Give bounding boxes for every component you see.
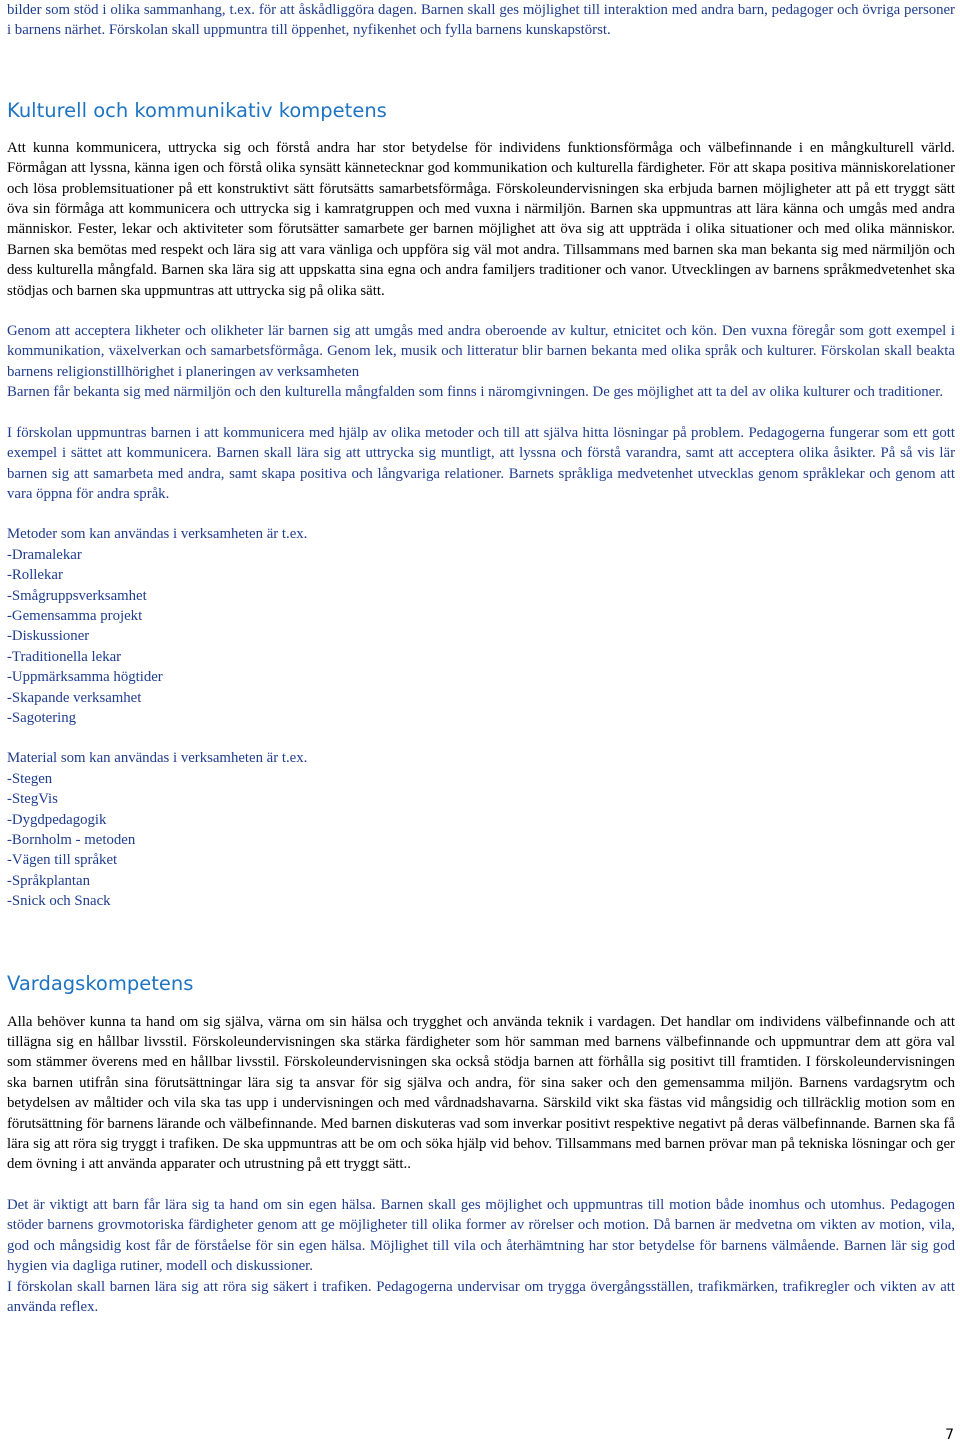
methods-title: Metoder som kan användas i verksamheten är t.ex.: [7, 526, 308, 543]
heading-vardagskompetens: Vardagskompetens: [7, 971, 194, 995]
list-item: -Bornholm - metoden: [7, 832, 136, 848]
section1-paragraph-2b: Barnen får bekanta sig med närmiljön och den kulturella mångfalden som finns i näromgivningen. De ges möjlighet att ta del av olika kulturer och traditioner.: [7, 384, 944, 401]
page-number: 7: [945, 1427, 954, 1443]
section2-paragraph-2a: Det är viktigt att barn får lära sig ta hand om sin egen hälsa. Barnen skall ges möjlighet och uppmuntras till motion både inomhus och utomhus. Pedagogen stöder barnens grovmotoriska färdigheter genom att ge möjligheter till olika former av rörelser och motion. Då barnen är medvetna om vikten av motion, vila, god och mångsidig kost får de förståelse för sin egen hälsa. Möjlighet till vila och återhämtning har stor betydelse för barnens välmående. Barnen lär sig god hygien via dagliga rutiner, modell och diskussioner.: [7, 1196, 955, 1275]
list-item: -Skapande verksamhet: [7, 689, 142, 706]
list-item: -Dygdpedagogik: [7, 811, 107, 828]
list-item: -Vägen till språket: [7, 852, 118, 869]
list-item: -Smågruppsverksamhet: [7, 587, 147, 604]
list-item: -Traditionella lekar: [7, 648, 122, 665]
list-item: -Språkplantan: [7, 872, 91, 889]
list-item: -StegVis: [7, 791, 58, 808]
list-item: -Uppmärksamma högtider: [7, 669, 163, 686]
section2-paragraph-2b: I förskolan skall barnen lära sig att röra sig säkert i trafiken. Pedagogerna undervisar om trygga övergångsställen, trafikmärken, trafikregler och vikten av att använda reflex.: [7, 1278, 955, 1315]
methods-list: [7, 524, 955, 728]
section1-paragraph-1: Att kunna kommunicera, uttrycka sig och förstå andra har stor betydelse för individens funktionsförmåga och välbefinnande i en mångkulturell värld. Förmågan att lyssna, känna igen och förstå olika synsätt kännetecknar god kommunikation och kulturella färdigheter. För att skapa positiva människorelationer och lösa problemsituationer på ett konstruktivt sätt förutsätts samarbetsförmåga. Förskoleundervisningen ska erbjuda barnen möjligheter att på ett tryggt sätt öva sin förmåga att kommunicera och uttrycka sig i kamratgruppen och med vuxna i närmiljön. Barnen ska uppmuntras att lära känna och umgås med andra människor. Fester, lekar och aktiviteter som förutsätter samarbete ger barnen möjlighet att öva sig att uppträda i olika situationer och med olika människor. Barnen ska bemötas med respekt och lära sig att vara vänliga och uppföra sig väl mot andra. Tillsammans med barnen ska man bekanta sig med närmiljön och dess kulturella mångfald. Barnen ska lära sig att uppskatta sina egna och andra familjers traditioner och vanor. Utvecklingen av barnens språkmedvetenhet ska stödjas och barnen ska uppmuntras att uttrycka sig på olika sätt.: [7, 139, 955, 299]
section1-paragraph-3: I förskolan uppmuntras barnen i att kommunicera med hjälp av olika metoder och till att själva hitta lösningar på problem. Pedagogerna fungerar som ett gott exempel i sättet att kommunicera. Barnen skall lära sig att uttrycka sig muntligt, att lyssna och förstå varandra, samt att acceptera olika åsikter. På så vis lär barnen sig att samarbeta med andra, samt skapa positiva och långvariga relationer. Barnets språkliga medvetenhet utvecklas genom språklekar och genom att vara öppna för andra språk.: [7, 424, 955, 502]
list-item: -Stegen: [7, 770, 53, 787]
list-item: -Rollekar: [7, 567, 63, 584]
section2-paragraph-1: Alla behöver kunna ta hand om sig själva, värna om sin hälsa och trygghet och använda teknik i vardagen. Det handlar om individens välbefinnande och att tillägna sig en hållbar livsstil. Förskoleundervisningen ska stärka färdigheter som hör samman med barnens välbefinnande och uppmuntrar dem att göra val som stämmer överens med en hållbar livsstil. Förskoleundervisningen ska också stödja barnen att förhålla sig positivt till framtiden. I förskoleundervisningen ska barnen utifrån sina förutsättningar lära sig ta ansvar för sig själva och andra, för sina saker och den gemensamma miljön. Barnens vardagsrytm och betydelsen av måltider och vila ska tas upp i undervisningen och med vårdnadshavarna. Särskild vikt ska fästas vid mångsidig och tillräcklig motion som en förutsättning för barnens lärande och välbefinnande. Med barnen diskuteras vad som inverkar positivt respektive negativt på deras välbefinnande. Barnen ska få lära sig att röra sig tryggt i trafiken. De ska uppmuntras att be om och söka hjälp vid behov. Tillsammans med barnen prövar man på tekniska lösningar och ger dem övning i att använda apparater och utrustning på ett tryggt sätt..: [7, 1013, 955, 1173]
list-item: -Dramalekar: [7, 546, 82, 563]
intro-paragraph: bilder som stöd i olika sammanhang, t.ex. för att åskådliggöra dagen. Barnen skall ges möjlighet till interaktion med andra barn, pedagoger och övriga personer i barnens närhet. Förskolan skall uppmuntra till öppenhet, nyfikenhet och fylla barnens kunskapstörst.: [7, 2, 955, 39]
list-item: -Gemensamma projekt: [7, 607, 143, 624]
materials-list: [7, 748, 955, 911]
list-item: -Diskussioner: [7, 628, 90, 645]
section1-paragraph-2a: Genom att acceptera likheter och olikheter lär barnen sig att umgås med andra oberoende av kultur, etnicitet och kön. Den vuxna föregår som gott exempel i kommunikation, växelverkan och samarbetsförmåga. Genom lek, musik och litteratur blir barnen bekanta med olika språk och kulturer. Förskolan skall beakta barnens religionstillhörighet i planeringen av verksamheten: [7, 323, 955, 380]
heading-kulturell: Kulturell och kommunikativ kompetens: [7, 98, 387, 122]
list-item: -Sagotering: [7, 709, 77, 726]
list-item: -Snick och Snack: [7, 893, 111, 910]
materials-title: Material som kan användas i verksamheten är t.ex.: [7, 750, 308, 767]
